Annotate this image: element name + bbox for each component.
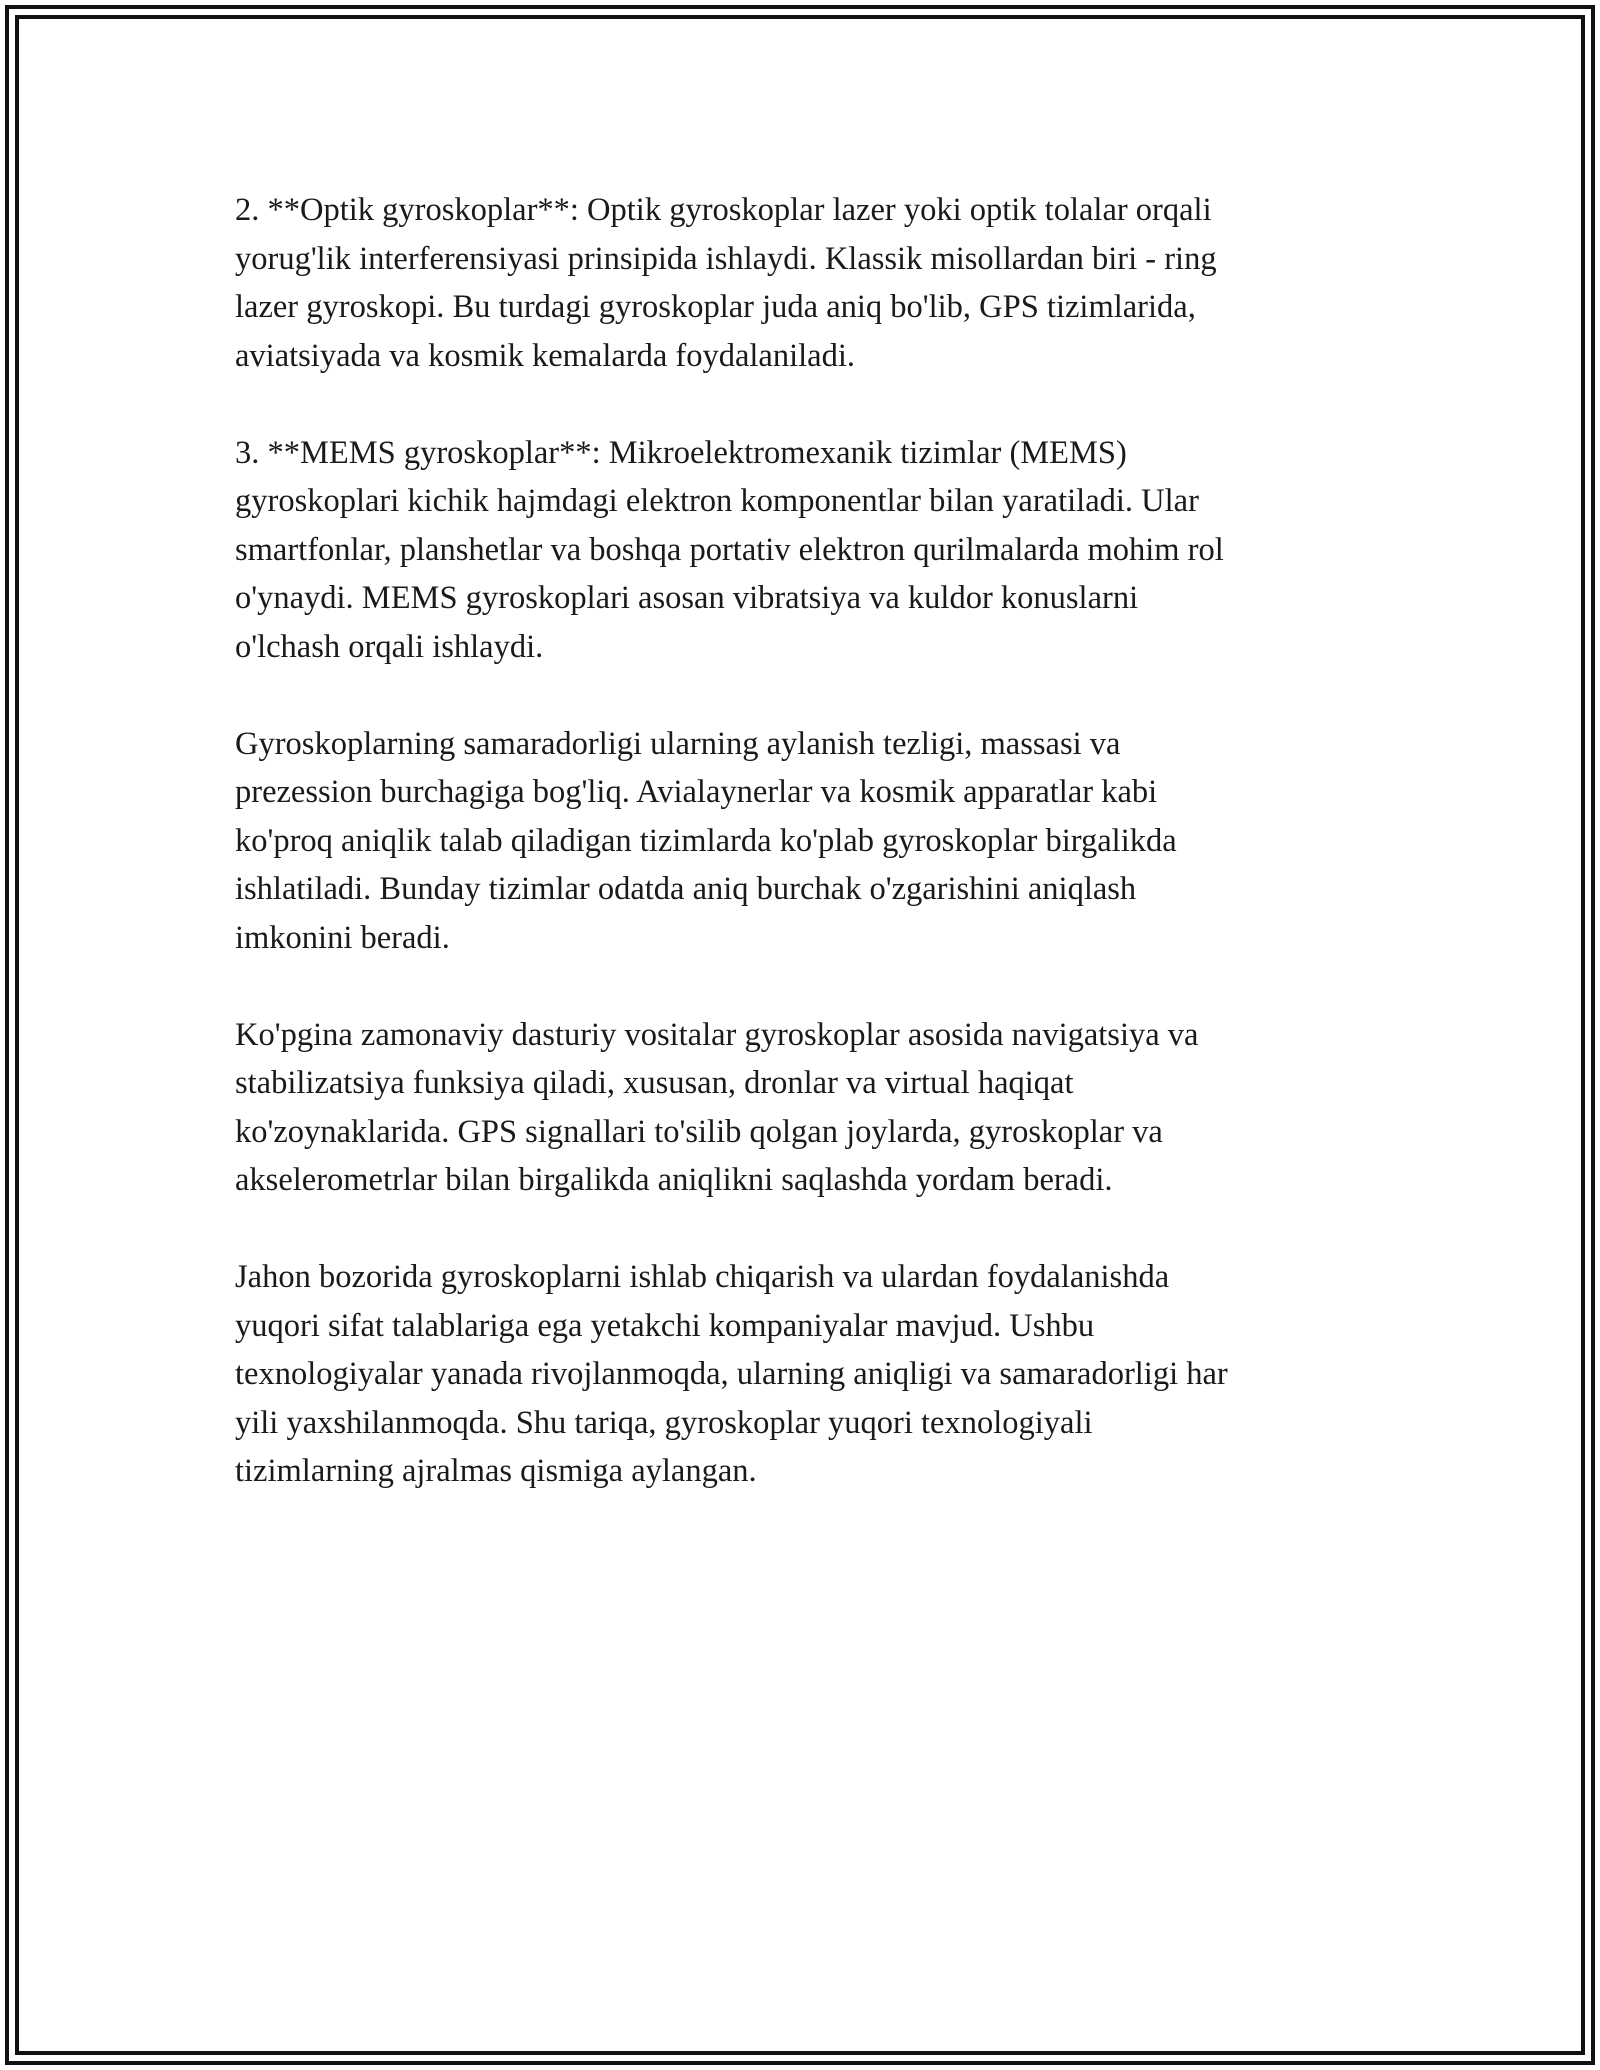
text-line: lazer gyroskopi. Bu turdagi gyroskoplar juda aniq bo'lib, GPS tizimlarida, xyxy=(235,289,1196,325)
paragraph-efficiency xyxy=(235,720,1375,963)
text-line: imkonini beradi. xyxy=(235,919,450,956)
text-line: yuqori sifat talablariga ega yetakchi kompaniyalar mavjud. Ushbu xyxy=(235,1307,1095,1344)
text-line: aviatsiyada va kosmik kemalarda foydalaniladi. xyxy=(235,337,855,374)
text-line: yili yaxshilanmoqda. Shu tariqa, gyroskoplar yuqori texnologiyali xyxy=(235,1404,1093,1441)
document-body xyxy=(235,186,1375,1544)
text-line: texnologiyalar yanada rivojlanmoqda, ularning aniqligi va samaradorligi har xyxy=(235,1356,1228,1392)
text-line: ko'zoynaklarida. GPS signallari to'silib qolgan joylarda, gyroskoplar va xyxy=(235,1113,1163,1150)
text-line: prezession burchagiga bog'liq. Avialaynerlar va kosmik apparatlar kabi xyxy=(235,774,1158,810)
text-line: Ko'pgina zamonaviy dasturiy vositalar gyroskoplar asosida navigatsiya va xyxy=(235,1016,1199,1053)
text-line: stabilizatsiya funksiya qiladi, xususan, dronlar va virtual haqiqat xyxy=(235,1065,1074,1101)
text-line: tizimlarning ajralmas qismiga aylangan. xyxy=(235,1453,757,1489)
text-line: Gyroskoplarning samaradorligi ularning aylanish tezligi, massasi va xyxy=(235,725,1121,762)
text-line: akselerometrlar bilan birgalikda aniqlikni saqlashda yordam beradi. xyxy=(235,1162,1113,1198)
text-line: o'lchash orqali ishlaydi. xyxy=(235,628,544,665)
text-line: Jahon bozorida gyroskoplarni ishlab chiqarish va ulardan foydalanishda xyxy=(235,1259,1170,1295)
text-line: gyroskoplari kichik hajmdagi elektron komponentlar bilan yaratiladi. Ular xyxy=(235,483,1199,519)
paragraph-optical-gyroscopes xyxy=(235,186,1375,380)
text-line: ko'proq aniqlik talab qiladigan tizimlarda ko'plab gyroskoplar birgalikda xyxy=(235,822,1177,859)
text-line: 2. **Optik gyroskoplar**: Optik gyroskoplar lazer yoki optik tolalar orqali xyxy=(235,192,1212,228)
text-line: yorug'lik interferensiyasi prinsipida ishlaydi. Klassik misollardan biri - ring xyxy=(235,240,1217,277)
text-line: 3. **MEMS gyroskoplar**: Mikroelektromexanik tizimlar (MEMS) xyxy=(235,434,1127,471)
paragraph-software-navigation xyxy=(235,1011,1375,1205)
text-line: smartfonlar, planshetlar va boshqa portativ elektron qurilmalarda mohim rol xyxy=(235,531,1224,568)
paragraph-mems-gyroscopes xyxy=(235,429,1375,672)
text-line: ishlatiladi. Bunday tizimlar odatda aniq burchak o'zgarishini aniqlash xyxy=(235,871,1137,907)
paragraph-world-market xyxy=(235,1253,1375,1496)
text-line: o'ynaydi. MEMS gyroskoplari asosan vibratsiya va kuldor konuslarni xyxy=(235,580,1139,616)
